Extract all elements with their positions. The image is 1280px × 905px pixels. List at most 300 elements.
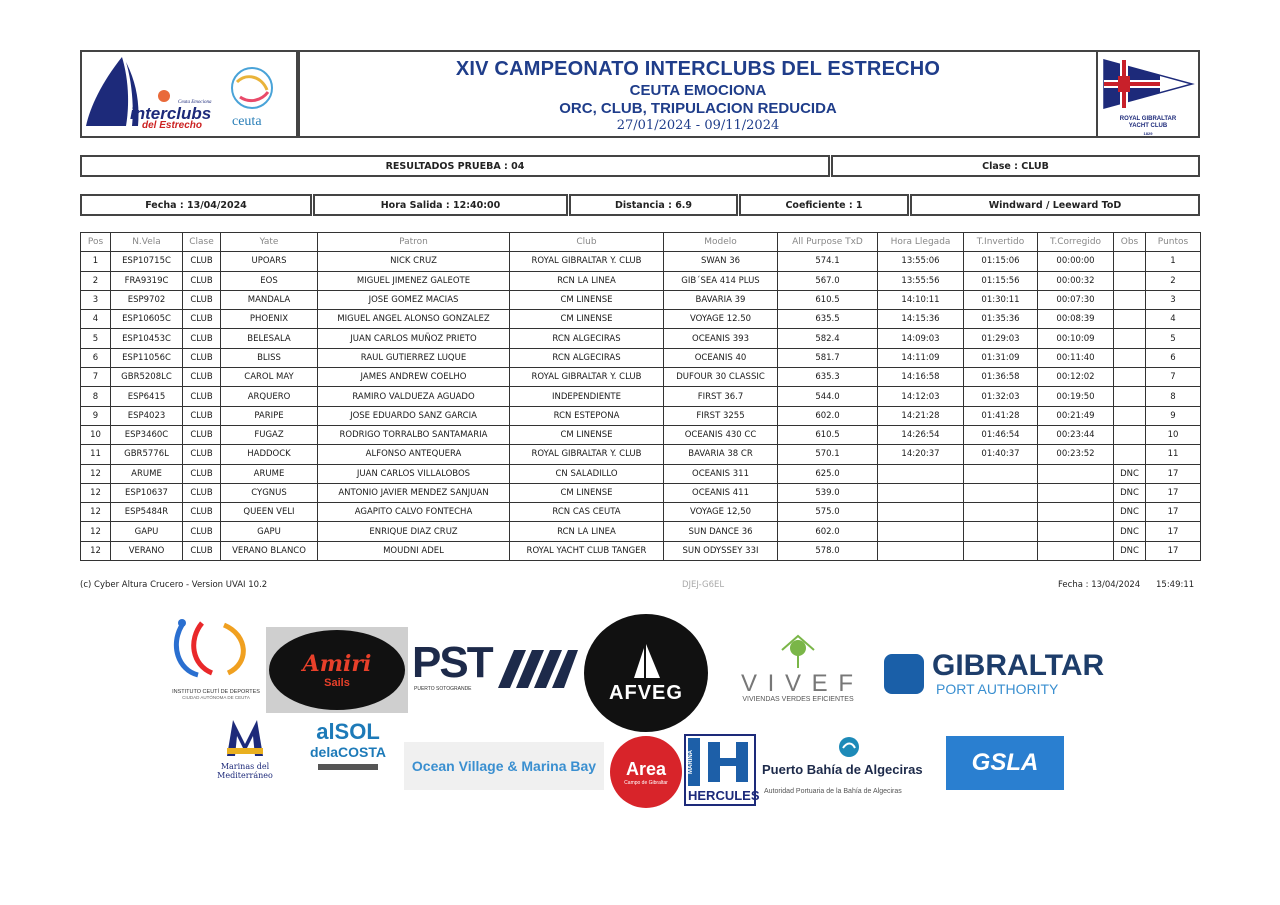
table-cell: PARIPE — [221, 406, 318, 425]
table-cell: 01:32:03 — [964, 387, 1038, 406]
doc-code: DJEJ-G6EL — [682, 580, 725, 590]
hercules-text: HERCULES — [688, 788, 760, 803]
table-cell: ESP11056C — [111, 348, 183, 367]
amiri-text: Amiri — [302, 651, 372, 677]
table-cell: OCEANIS 430 CC — [664, 425, 778, 444]
rgyc-logo — [1096, 50, 1200, 138]
table-cell: CAROL MAY — [221, 368, 318, 387]
table-cell: 14:20:37 — [878, 445, 964, 464]
table-cell: 9 — [1146, 406, 1201, 425]
column-header: Pos — [81, 233, 111, 252]
icd-subtext: CIUDAD AUTÓNOMA DE CEUTA — [182, 695, 250, 700]
table-cell: RODRIGO TORRALBO SANTAMARIA — [318, 425, 510, 444]
table-cell: 4 — [1146, 310, 1201, 329]
recorrido-label: Windward / Leeward ToD — [910, 194, 1200, 216]
table-row — [81, 387, 1201, 406]
table-cell: 11 — [81, 445, 111, 464]
ocean-village-logo — [404, 742, 604, 790]
table-cell: 635.5 — [778, 310, 878, 329]
table-cell: 00:12:02 — [1038, 368, 1114, 387]
table-cell: ROYAL GIBRALTAR Y. CLUB — [510, 252, 664, 271]
table-cell — [964, 503, 1038, 522]
table-cell: 14:10:11 — [878, 290, 964, 309]
table-cell: FIRST 36.7 — [664, 387, 778, 406]
table-cell — [1114, 252, 1146, 271]
table-cell: MIGUEL JIMENEZ GALEOTE — [318, 271, 510, 290]
table-cell: 01:41:28 — [964, 406, 1038, 425]
table-cell: ROYAL GIBRALTAR Y. CLUB — [510, 368, 664, 387]
logo-subtext: del Estrecho — [142, 120, 203, 131]
icd-mark-icon — [168, 615, 264, 685]
table-cell: 11 — [1146, 445, 1201, 464]
table-cell: 582.4 — [778, 329, 878, 348]
rgyc-line2: YACHT CLUB — [1128, 123, 1168, 129]
table-cell: RAUL GUTIERREZ LUQUE — [318, 348, 510, 367]
logo-text: interclubs — [130, 104, 212, 123]
table-cell: CLUB — [183, 425, 221, 444]
table-cell: 01:40:37 — [964, 445, 1038, 464]
logo-tagline: Ceuta Emociona — [178, 100, 212, 105]
table-cell: 570.1 — [778, 445, 878, 464]
table-cell — [1114, 329, 1146, 348]
table-cell — [1114, 271, 1146, 290]
table-cell: 12 — [81, 541, 111, 560]
amiri-subtext: Sails — [324, 677, 350, 689]
alsol-logo — [308, 720, 388, 800]
table-cell: CM LINENSE — [510, 425, 664, 444]
table-cell: PHOENIX — [221, 310, 318, 329]
table-cell: 17 — [1146, 464, 1201, 483]
table-cell: ROYAL YACHT CLUB TANGER — [510, 541, 664, 560]
marinas-m-icon — [223, 718, 267, 758]
gibraltar-subtext: PORT AUTHORITY — [936, 681, 1059, 697]
table-header-row — [81, 233, 1201, 252]
table-cell: VOYAGE 12,50 — [664, 503, 778, 522]
table-cell: RCN CAS CEUTA — [510, 503, 664, 522]
table-cell: CLUB — [183, 290, 221, 309]
hercules-h-icon — [704, 740, 752, 784]
table-cell: 12 — [81, 464, 111, 483]
table-cell: VOYAGE 12.50 — [664, 310, 778, 329]
table-cell: 625.0 — [778, 464, 878, 483]
table-cell: MOUDNI ADEL — [318, 541, 510, 560]
table-cell — [1038, 464, 1114, 483]
table-cell: DNC — [1114, 483, 1146, 502]
rgyc-name — [1098, 116, 1198, 137]
table-cell — [1114, 406, 1146, 425]
table-cell: CLUB — [183, 522, 221, 541]
table-cell: 578.0 — [778, 541, 878, 560]
table-cell: VERANO — [111, 541, 183, 560]
table-cell: CLUB — [183, 406, 221, 425]
table-cell — [878, 522, 964, 541]
table-row — [81, 503, 1201, 522]
afveg-text: AFVEG — [609, 681, 683, 704]
table-cell: RCN LA LINEA — [510, 522, 664, 541]
table-cell: GAPU — [221, 522, 318, 541]
table-cell: ENRIQUE DIAZ CRUZ — [318, 522, 510, 541]
table-cell: HADDOCK — [221, 445, 318, 464]
table-row — [81, 406, 1201, 425]
table-cell: 17 — [1146, 522, 1201, 541]
table-cell: 602.0 — [778, 406, 878, 425]
table-cell: DNC — [1114, 464, 1146, 483]
vivef-house-icon — [778, 634, 818, 668]
table-cell: 544.0 — [778, 387, 878, 406]
area-subtext: Campo de Gibraltar — [624, 779, 668, 786]
table-cell: ESP9702 — [111, 290, 183, 309]
prueba-label: RESULTADOS PRUEBA : 04 — [80, 155, 830, 177]
table-cell: INDEPENDIENTE — [510, 387, 664, 406]
vivef-text: V I V E F — [740, 670, 856, 697]
table-cell: 2 — [81, 271, 111, 290]
hercules-side-text: MARINA — [688, 738, 700, 786]
table-cell: ESP5484R — [111, 503, 183, 522]
table-cell: 01:15:06 — [964, 252, 1038, 271]
table-cell: 7 — [81, 368, 111, 387]
table-cell: ESP3460C — [111, 425, 183, 444]
table-cell: 17 — [1146, 541, 1201, 560]
table-cell — [878, 483, 964, 502]
table-cell: RCN ALGECIRAS — [510, 329, 664, 348]
table-cell: 7 — [1146, 368, 1201, 387]
gsla-text: GSLA — [971, 749, 1039, 776]
table-cell: GIB´SEA 414 PLUS — [664, 271, 778, 290]
table-cell: 635.3 — [778, 368, 878, 387]
table-cell: 00:07:30 — [1038, 290, 1114, 309]
table-cell: 14:12:03 — [878, 387, 964, 406]
table-cell: 610.5 — [778, 425, 878, 444]
table-cell: 9 — [81, 406, 111, 425]
distancia-label: Distancia : 6.9 — [569, 194, 738, 216]
table-cell: DNC — [1114, 503, 1146, 522]
table-cell: 575.0 — [778, 503, 878, 522]
table-cell: JOSE EDUARDO SANZ GARCIA — [318, 406, 510, 425]
column-header: N.Vela — [111, 233, 183, 252]
table-row — [81, 541, 1201, 560]
table-cell: 01:36:58 — [964, 368, 1038, 387]
table-cell — [878, 541, 964, 560]
date-range: 27/01/2024 - 09/11/2024 — [616, 118, 780, 133]
table-cell: CLUB — [183, 271, 221, 290]
table-cell: CLUB — [183, 329, 221, 348]
table-row — [81, 425, 1201, 444]
column-header: Modelo — [664, 233, 778, 252]
table-cell: NICK CRUZ — [318, 252, 510, 271]
column-header: Club — [510, 233, 664, 252]
puerto-bahia-text: Puerto Bahía de Algeciras — [762, 762, 923, 777]
table-cell: CLUB — [183, 348, 221, 367]
column-header: Patron — [318, 233, 510, 252]
table-cell — [878, 503, 964, 522]
table-cell — [1114, 290, 1146, 309]
table-cell: 17 — [1146, 503, 1201, 522]
table-cell: ARUME — [111, 464, 183, 483]
marinas-text: Marinas del Mediterráneo — [217, 762, 273, 780]
fecha-label: Fecha : 13/04/2024 — [80, 194, 312, 216]
table-cell: MIGUEL ANGEL ALONSO GONZALEZ — [318, 310, 510, 329]
table-cell: 14:11:09 — [878, 348, 964, 367]
table-cell: FRA9319C — [111, 271, 183, 290]
table-cell: OCEANIS 411 — [664, 483, 778, 502]
table-cell: 8 — [81, 387, 111, 406]
table-row — [81, 290, 1201, 309]
table-cell: BLISS — [221, 348, 318, 367]
table-cell — [1038, 541, 1114, 560]
table-cell: ANTONIO JAVIER MENDEZ SANJUAN — [318, 483, 510, 502]
table-cell: 00:08:39 — [1038, 310, 1114, 329]
table-cell: 14:16:58 — [878, 368, 964, 387]
vivef-subtext: VIVIENDAS VERDES EFICIENTES — [742, 696, 854, 703]
table-row — [81, 271, 1201, 290]
table-cell: 14:15:36 — [878, 310, 964, 329]
column-header: Puntos — [1146, 233, 1201, 252]
alsol-text: alSOL — [316, 719, 380, 744]
column-header: T.Corregido — [1038, 233, 1114, 252]
table-row — [81, 445, 1201, 464]
table-cell — [964, 464, 1038, 483]
table-cell: 00:11:40 — [1038, 348, 1114, 367]
vivef-logo — [722, 634, 874, 710]
ceuta-text: ceuta — [232, 114, 262, 129]
page-subtitle: CEUTA EMOCIONA — [629, 82, 767, 99]
table-row — [81, 348, 1201, 367]
table-cell: EOS — [221, 271, 318, 290]
table-cell: 01:35:36 — [964, 310, 1038, 329]
table-cell: 00:23:52 — [1038, 445, 1114, 464]
table-cell: 10 — [81, 425, 111, 444]
table-cell: CLUB — [183, 483, 221, 502]
table-cell: RCN ALGECIRAS — [510, 348, 664, 367]
icd-logo — [168, 615, 264, 707]
table-cell: ARQUERO — [221, 387, 318, 406]
hercules-logo — [684, 734, 760, 806]
table-cell — [1114, 445, 1146, 464]
rgyc-burgee-icon — [1100, 56, 1196, 112]
table-cell: BAVARIA 38 CR — [664, 445, 778, 464]
table-cell: ESP10637 — [111, 483, 183, 502]
pst-logo — [412, 640, 578, 706]
table-cell: 5 — [81, 329, 111, 348]
interclubs-logo — [80, 50, 298, 138]
table-cell: 6 — [81, 348, 111, 367]
table-cell — [964, 541, 1038, 560]
puerto-bahia-logo — [762, 736, 938, 802]
table-row — [81, 464, 1201, 483]
table-cell: CLUB — [183, 503, 221, 522]
table-cell — [964, 522, 1038, 541]
alsol-band — [318, 764, 378, 770]
puerto-bahia-icon — [838, 736, 860, 758]
clase-label: Clase : CLUB — [831, 155, 1200, 177]
table-row — [81, 483, 1201, 502]
table-cell: 574.1 — [778, 252, 878, 271]
table-cell: DUFOUR 30 CLASSIC — [664, 368, 778, 387]
table-cell: 10 — [1146, 425, 1201, 444]
table-cell: OCEANIS 40 — [664, 348, 778, 367]
results-table — [80, 232, 1201, 561]
table-cell: 00:00:00 — [1038, 252, 1114, 271]
column-header: Yate — [221, 233, 318, 252]
table-cell: CM LINENSE — [510, 310, 664, 329]
table-row — [81, 522, 1201, 541]
table-cell: MANDALA — [221, 290, 318, 309]
table-cell: ESP10605C — [111, 310, 183, 329]
table-row — [81, 368, 1201, 387]
table-body — [81, 252, 1201, 561]
table-row — [81, 310, 1201, 329]
table-cell — [1038, 522, 1114, 541]
table-cell: SWAN 36 — [664, 252, 778, 271]
header-title-block — [298, 50, 1098, 138]
hora-salida-label: Hora Salida : 12:40:00 — [313, 194, 568, 216]
table-cell: 5 — [1146, 329, 1201, 348]
table-cell: DNC — [1114, 541, 1146, 560]
marinas-logo — [192, 718, 298, 788]
table-cell: 3 — [81, 290, 111, 309]
table-cell: GBR5208LC — [111, 368, 183, 387]
table-cell: 01:31:09 — [964, 348, 1038, 367]
ocean-village-text: Ocean Village & Marina Bay — [411, 758, 597, 774]
table-cell: CLUB — [183, 252, 221, 271]
table-cell: CLUB — [183, 310, 221, 329]
puerto-bahia-subtext: Autoridad Portuaria de la Bahía de Algeciras — [764, 788, 902, 795]
table-cell: CLUB — [183, 464, 221, 483]
table-cell: ESP6415 — [111, 387, 183, 406]
table-cell: 12 — [81, 503, 111, 522]
table-cell: 1 — [81, 252, 111, 271]
table-cell: SUN ODYSSEY 33I — [664, 541, 778, 560]
table-cell: GBR5776L — [111, 445, 183, 464]
table-cell: JAMES ANDREW COELHO — [318, 368, 510, 387]
gibraltar-badge-icon — [884, 654, 924, 694]
table-cell — [878, 464, 964, 483]
table-cell: 01:15:56 — [964, 271, 1038, 290]
table-cell: 01:30:11 — [964, 290, 1038, 309]
column-header: Hora Llegada — [878, 233, 964, 252]
table-cell: CM LINENSE — [510, 483, 664, 502]
table-cell — [1114, 310, 1146, 329]
footer-date: Fecha : 13/04/2024 — [1058, 580, 1141, 590]
table-cell: ESP10715C — [111, 252, 183, 271]
table-row — [81, 329, 1201, 348]
area-text: Area — [625, 758, 667, 779]
table-cell: SUN DANCE 36 — [664, 522, 778, 541]
table-cell: OCEANIS 311 — [664, 464, 778, 483]
table-cell: OCEANIS 393 — [664, 329, 778, 348]
column-header: All Purpose TxD — [778, 233, 878, 252]
table-cell: 2 — [1146, 271, 1201, 290]
table-cell: BELESALA — [221, 329, 318, 348]
table-cell: FUGAZ — [221, 425, 318, 444]
table-cell: CLUB — [183, 368, 221, 387]
table-cell: 12 — [81, 522, 111, 541]
table-cell: RCN ESTEPONA — [510, 406, 664, 425]
table-cell: CN SALADILLO — [510, 464, 664, 483]
table-cell: 14:09:03 — [878, 329, 964, 348]
table-cell: 17 — [1146, 483, 1201, 502]
table-cell — [1038, 503, 1114, 522]
table-cell — [1114, 387, 1146, 406]
table-cell: 1 — [1146, 252, 1201, 271]
gsla-logo — [946, 736, 1064, 790]
icd-text: INSTITUTO CEUTÍ DE DEPORTES — [172, 689, 260, 695]
table-cell: 602.0 — [778, 522, 878, 541]
table-cell: 13:55:06 — [878, 252, 964, 271]
class-list: ORC, CLUB, TRIPULACION REDUCIDA — [559, 100, 837, 117]
table-cell: CLUB — [183, 387, 221, 406]
column-header: Obs — [1114, 233, 1146, 252]
afveg-sail-icon — [626, 642, 666, 682]
rgyc-line1: ROYAL GIBRALTAR — [1119, 116, 1177, 122]
table-cell: 581.7 — [778, 348, 878, 367]
table-cell: 539.0 — [778, 483, 878, 502]
table-row — [81, 252, 1201, 271]
table-cell: GAPU — [111, 522, 183, 541]
table-cell: 01:29:03 — [964, 329, 1038, 348]
rgyc-year: 1829 — [1143, 131, 1153, 136]
table-cell: 567.0 — [778, 271, 878, 290]
table-cell — [1038, 483, 1114, 502]
table-cell: 3 — [1146, 290, 1201, 309]
amiri-logo — [266, 627, 408, 713]
table-cell — [964, 483, 1038, 502]
table-cell — [1114, 368, 1146, 387]
table-cell: 6 — [1146, 348, 1201, 367]
table-cell: 4 — [81, 310, 111, 329]
table-cell: CYGNUS — [221, 483, 318, 502]
table-cell: ROYAL GIBRALTAR Y. CLUB — [510, 445, 664, 464]
table-cell: BAVARIA 39 — [664, 290, 778, 309]
table-cell: JOSE GOMEZ MACIAS — [318, 290, 510, 309]
table-cell — [1114, 425, 1146, 444]
table-cell: 00:00:32 — [1038, 271, 1114, 290]
alsol-subtext: delaCOSTA — [310, 744, 386, 760]
table-cell: 14:26:54 — [878, 425, 964, 444]
table-cell: ALFONSO ANTEQUERA — [318, 445, 510, 464]
table-cell: ESP4023 — [111, 406, 183, 425]
table-cell: AGAPITO CALVO FONTECHA — [318, 503, 510, 522]
pst-stripes-icon — [498, 650, 578, 688]
pst-text: PST — [412, 638, 492, 687]
table-cell: 13:55:56 — [878, 271, 964, 290]
table-cell: JUAN CARLOS MUÑOZ PRIETO — [318, 329, 510, 348]
area-logo — [610, 736, 682, 808]
software-version: (c) Cyber Altura Crucero - Version UVAI 10.2 — [80, 580, 268, 590]
table-cell: 12 — [81, 483, 111, 502]
gibraltar-port-logo — [884, 650, 1112, 698]
table-cell: ARUME — [221, 464, 318, 483]
table-cell: VERANO BLANCO — [221, 541, 318, 560]
table-cell: FIRST 3255 — [664, 406, 778, 425]
column-header: Clase — [183, 233, 221, 252]
column-header: T.Invertido — [964, 233, 1038, 252]
coeficiente-label: Coeficiente : 1 — [739, 194, 909, 216]
table-cell: RCN LA LINEA — [510, 271, 664, 290]
table-cell — [1114, 348, 1146, 367]
table-cell: RAMIRO VALDUEZA AGUADO — [318, 387, 510, 406]
table-cell: 14:21:28 — [878, 406, 964, 425]
gibraltar-text: GIBRALTAR — [932, 649, 1105, 682]
table-cell: UPOARS — [221, 252, 318, 271]
table-cell: ESP10453C — [111, 329, 183, 348]
table-cell: 00:23:44 — [1038, 425, 1114, 444]
table-cell: CLUB — [183, 541, 221, 560]
footer-time: 15:49:11 — [1156, 580, 1195, 590]
afveg-logo — [584, 614, 708, 732]
pst-subtext: PUERTO SOTOGRANDE — [414, 686, 472, 692]
table-cell: CLUB — [183, 445, 221, 464]
